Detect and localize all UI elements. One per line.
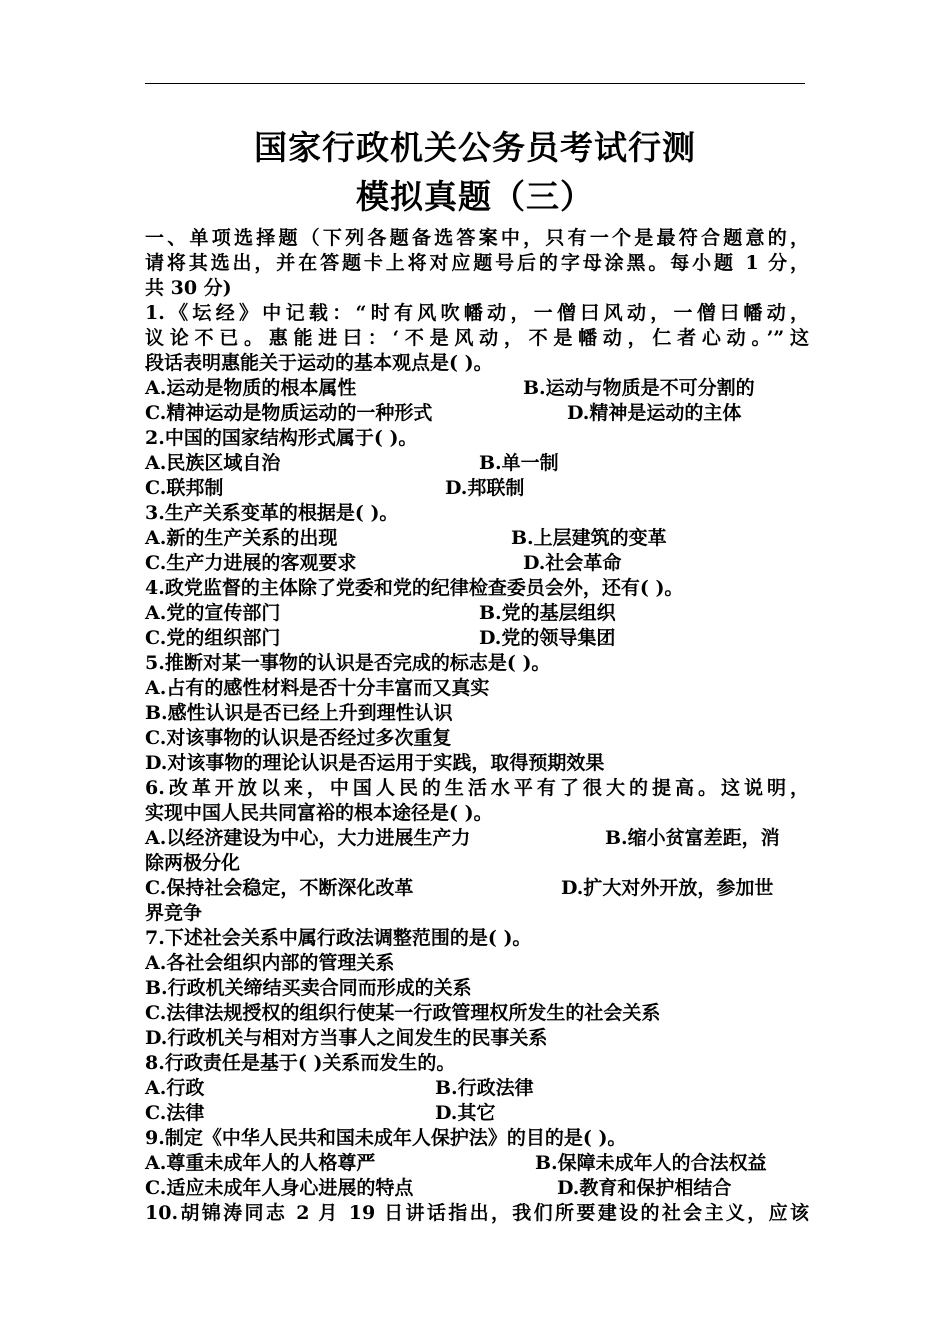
section-intro-line: 请将其选出，并在答题卡上将对应题号后的字母涂黑。每小题 1 分， [145, 252, 809, 274]
question-1-options-cd [145, 401, 809, 426]
question-3-options-ab [145, 526, 809, 551]
page-subtitle: 模拟真题（三） [356, 177, 594, 216]
option-a: A.占有的感性材料是否十分丰富而又真实 [145, 677, 490, 699]
option-b: B.运动与物质是不可分割的 [523, 377, 755, 399]
option-d: D.其它 [435, 1102, 496, 1124]
option-c: C.党的组织部门 [145, 627, 281, 649]
option-a: A.新的生产关系的出现 [145, 527, 338, 549]
section-intro-line: 共 30 分) [145, 277, 232, 299]
question-1-stem: 1.《坛经》中记载：“时有风吹幡动，一僧曰风动，一僧曰幡动， [145, 302, 809, 324]
option-c: C.精神运动是物质运动的一种形式 [145, 402, 433, 424]
question-4-options-ab [145, 601, 809, 626]
option-a: A.行政 [145, 1077, 205, 1099]
option-b-continued: 除两极分化 [145, 852, 241, 874]
option-a: A.运动是物质的根本属性 [145, 377, 357, 399]
option-b: B.保障未成年人的合法权益 [535, 1152, 767, 1174]
question-1-stem: 段话表明惠能关于运动的基本观点是( )。 [145, 352, 493, 374]
option-d: D.行政机关与相对方当事人之间发生的民事关系 [145, 1027, 548, 1049]
question-3-stem: 3.生产关系变革的根据是( )。 [145, 502, 399, 524]
question-4-stem: 4.政党监督的主体除了党委和党的纪律检查委员会外，还有( )。 [145, 577, 684, 599]
option-c: C.适应未成年人身心进展的特点 [145, 1177, 414, 1199]
question-2-options-ab [145, 451, 809, 476]
question-1-stem: 议论不已。惠能进曰：‘不是风动，不是幡动，仁者心动。’”这 [145, 327, 809, 349]
option-a: A.党的宣传部门 [145, 602, 281, 624]
option-d-continued: 界竞争 [145, 902, 203, 924]
option-a: A.民族区域自治 [145, 452, 281, 474]
question-6-stem: 6.改革开放以来，中国人民的生活水平有了很大的提高。这说明， [145, 777, 809, 799]
option-d: D.党的领导集团 [479, 627, 616, 649]
option-d: D.扩大对外开放，参加世 [561, 877, 774, 899]
question-1-options-ab [145, 376, 809, 401]
option-d: D.对该事物的理论认识是否运用于实践，取得预期效果 [145, 752, 605, 774]
option-a: A.以经济建设为中心，大力进展生产力 [145, 827, 471, 849]
question-8-options-cd [145, 1101, 809, 1126]
question-2-stem: 2.中国的国家结构形式属于( )。 [145, 427, 418, 449]
option-c: C.对该事物的认识是否经过多次重复 [145, 727, 452, 749]
option-c: C.法律法规授权的组织行使某一行政管理权所发生的社会关系 [145, 1002, 661, 1024]
page-title: 国家行政机关公务员考试行测 [254, 128, 696, 167]
option-d: D.社会革命 [523, 552, 622, 574]
document-body [145, 226, 809, 1226]
option-a: A.各社会组织内部的管理关系 [145, 952, 395, 974]
option-b: B.党的基层组织 [479, 602, 616, 624]
option-c: C.生产力进展的客观要求 [145, 552, 357, 574]
option-b: B.行政机关缔结买卖合同而形成的关系 [145, 977, 472, 999]
option-b: B.单一制 [479, 452, 559, 474]
option-b: B.缩小贫富差距，消 [605, 827, 780, 849]
question-8-options-ab [145, 1076, 809, 1101]
question-5-stem: 5.推断对某一事物的认识是否完成的标志是( )。 [145, 652, 551, 674]
question-7-stem: 7.下述社会关系中属行政法调整范围的是( )。 [145, 927, 532, 949]
option-c: C.法律 [145, 1102, 205, 1124]
question-9-stem: 9.制定《中华人民共和国未成年人保护法》的目的是( )。 [145, 1127, 627, 1149]
question-6-stem: 实现中国人民共同富裕的根本途径是( )。 [145, 802, 493, 824]
question-9-options-cd [145, 1176, 809, 1201]
option-c: C.联邦制 [145, 477, 224, 499]
option-c: C.保持社会稳定，不断深化改革 [145, 877, 414, 899]
option-d: D.教育和保护相结合 [557, 1177, 732, 1199]
option-a: A.尊重未成年人的人格尊严 [145, 1152, 376, 1174]
question-6-options-ab [145, 826, 809, 851]
option-b: B.行政法律 [435, 1077, 534, 1099]
question-4-options-cd [145, 626, 809, 651]
option-d: D.精神是运动的主体 [567, 402, 742, 424]
question-8-stem: 8.行政责任是基于( )关系而发生的。 [145, 1052, 456, 1074]
option-b: B.上层建筑的变革 [511, 527, 667, 549]
question-10-stem: 10.胡锦涛同志 2 月 19 日讲话指出，我们所要建设的社会主义，应该 [145, 1202, 809, 1224]
question-2-options-cd [145, 476, 809, 501]
header-rule [145, 83, 805, 84]
question-6-options-cd [145, 876, 809, 901]
question-9-options-ab [145, 1151, 809, 1176]
question-3-options-cd [145, 551, 809, 576]
section-intro-line: 一、单项选择题（下列各题备选答案中，只有一个是最符合题意的， [145, 227, 809, 249]
option-b: B.感性认识是否已经上升到理性认识 [145, 702, 453, 724]
option-d: D.邦联制 [445, 477, 525, 499]
